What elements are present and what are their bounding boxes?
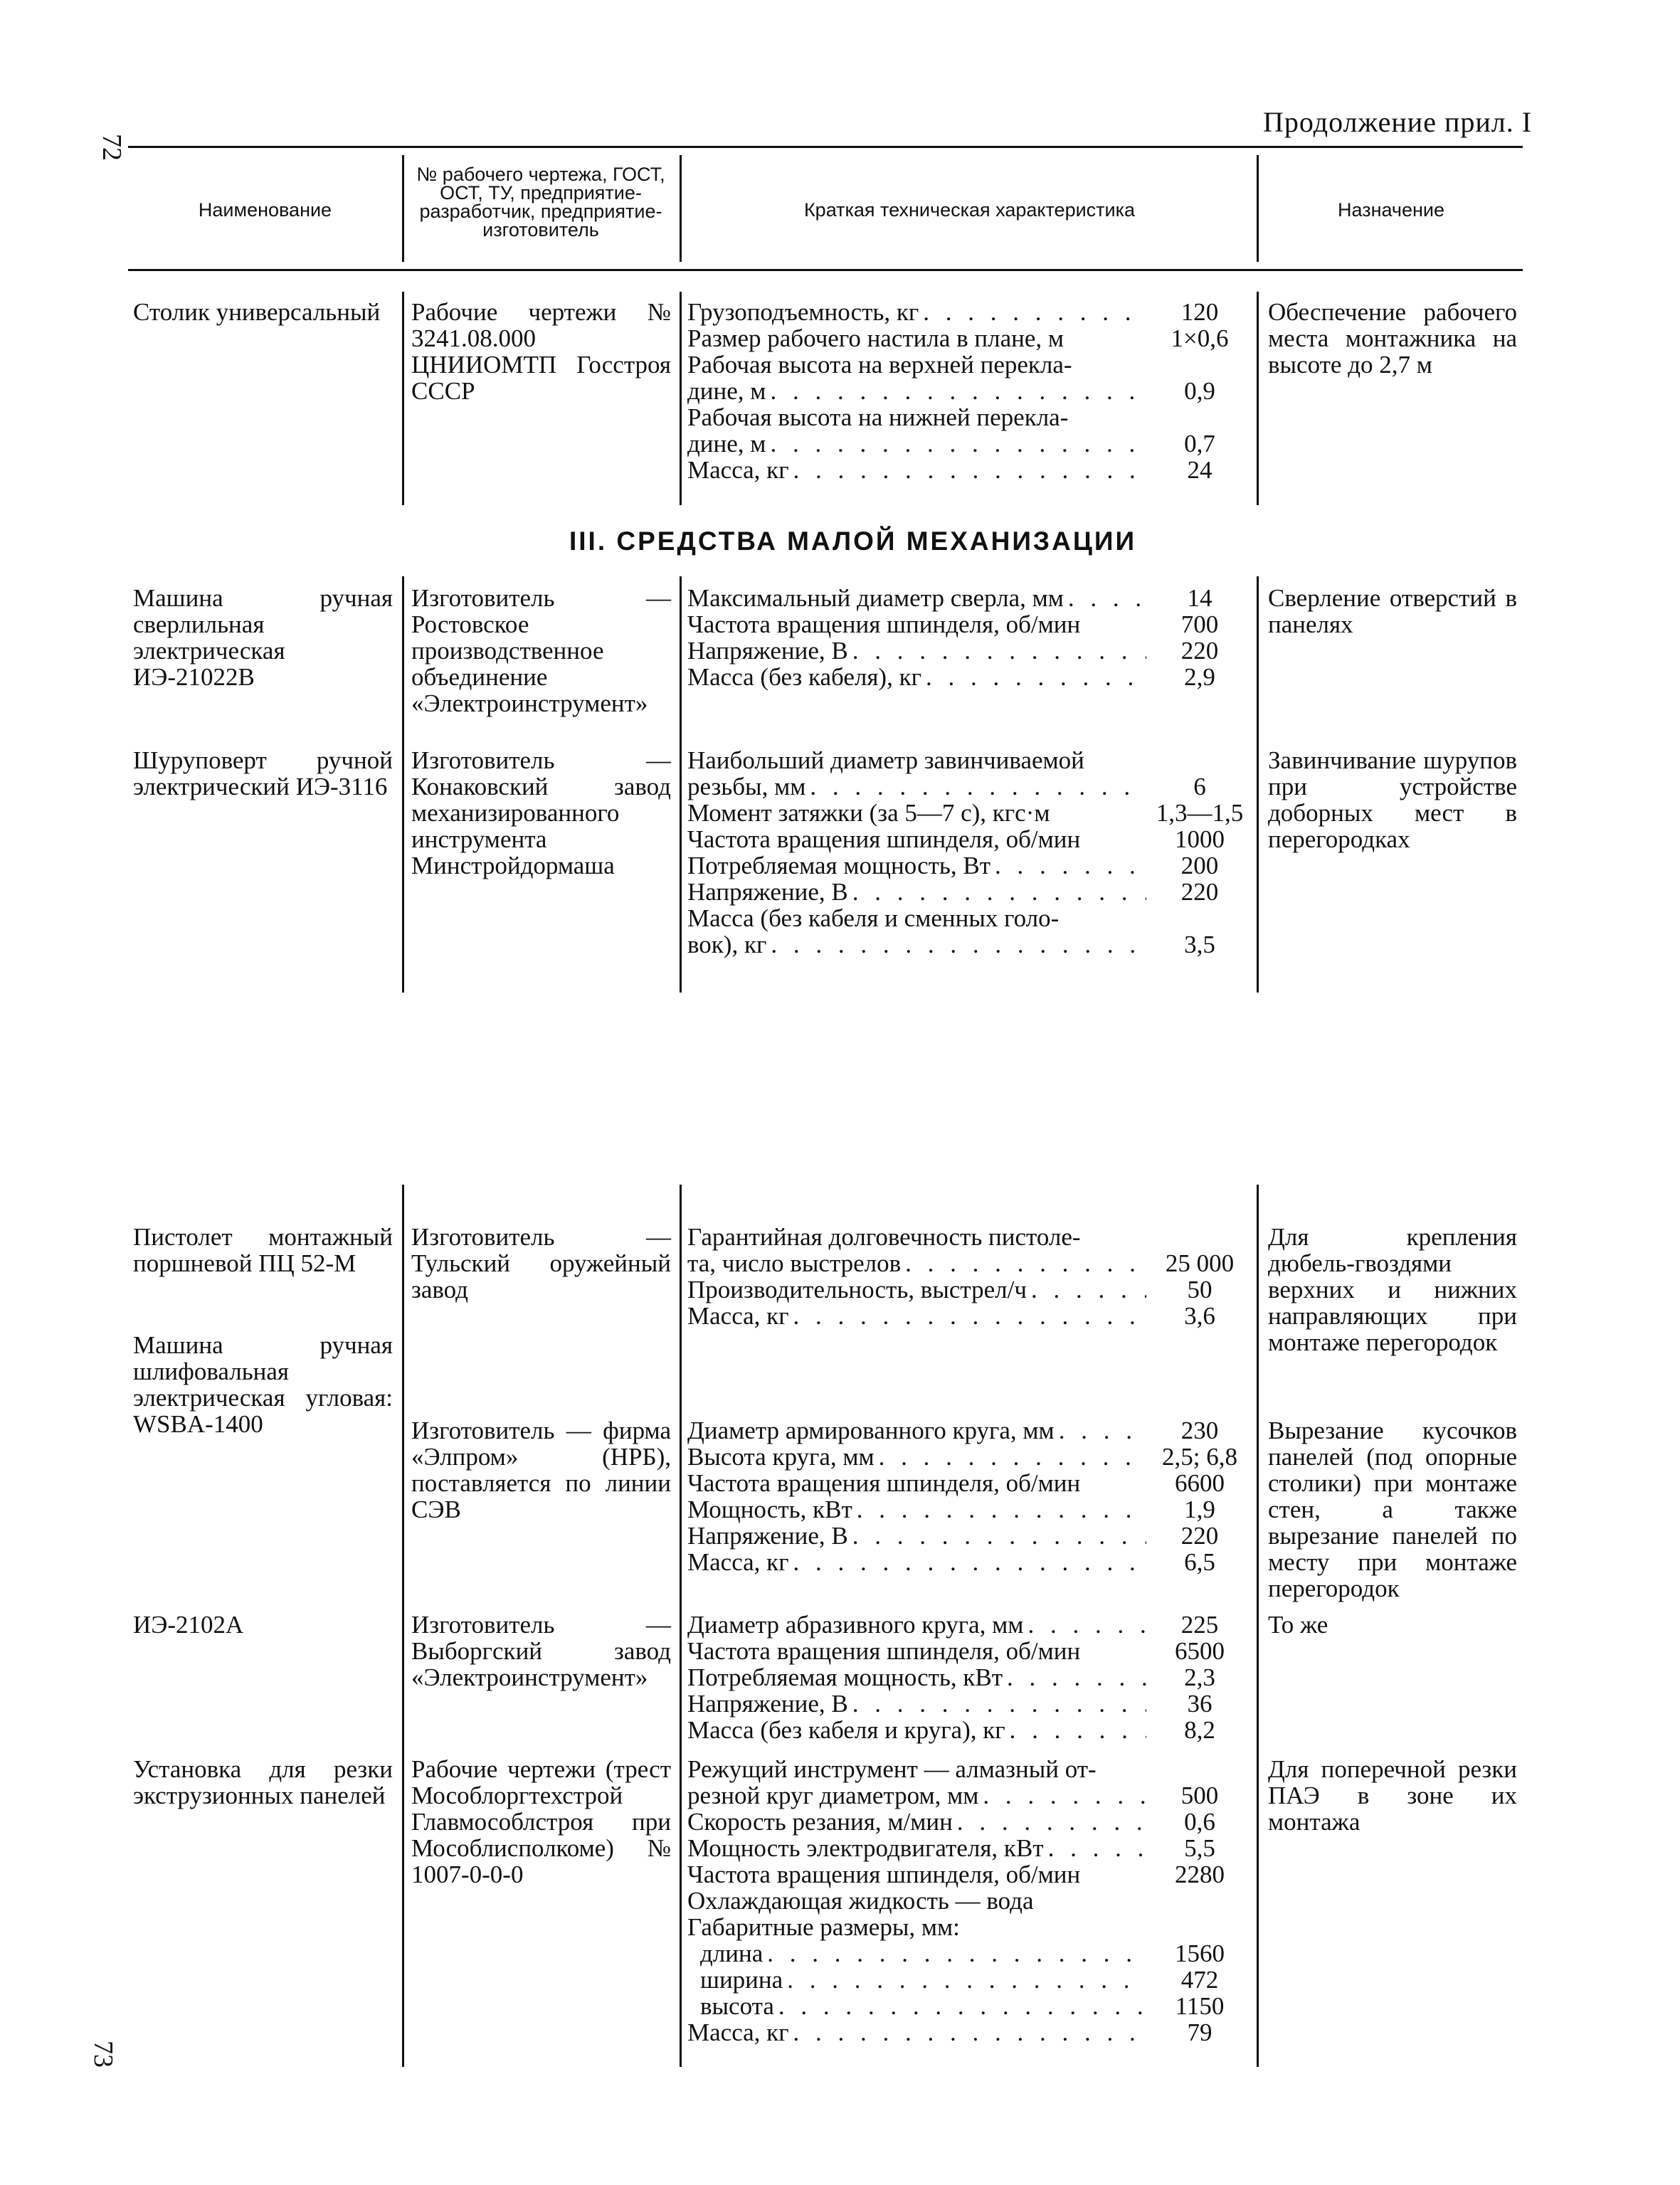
spec-label: длина bbox=[700, 1940, 764, 1967]
header-col-spec: Краткая техническая характеристика bbox=[803, 199, 1136, 221]
spec-row bbox=[687, 1691, 1253, 1717]
spec-value: 220 bbox=[1180, 637, 1219, 665]
body-divider bbox=[680, 1185, 682, 2067]
spec-row bbox=[687, 1549, 1253, 1575]
spec-value: 0,9 bbox=[1184, 377, 1215, 405]
spec-row bbox=[687, 1809, 1253, 1835]
spec-row bbox=[687, 1523, 1253, 1549]
spec-row bbox=[687, 1417, 1253, 1444]
spec-row bbox=[687, 905, 1253, 931]
spec-row bbox=[687, 430, 1253, 457]
item-document: Изготовитель — Тульский оружейный завод bbox=[411, 1223, 671, 1303]
body-divider bbox=[680, 292, 682, 505]
spec-value: 230 bbox=[1180, 1417, 1219, 1444]
spec-row bbox=[687, 351, 1253, 378]
spec-row bbox=[687, 1717, 1253, 1743]
leader-dots bbox=[848, 1523, 1146, 1549]
spec-label: Диаметр армированного круга, мм bbox=[687, 1417, 1055, 1444]
spec-label: Размер рабочего настила в плане, м bbox=[687, 324, 1064, 352]
spec-row bbox=[687, 637, 1253, 664]
spec-label: Напряжение, В bbox=[687, 878, 848, 906]
leader-dots bbox=[1055, 1417, 1146, 1444]
spec-row bbox=[687, 325, 1253, 351]
body-divider bbox=[402, 1185, 404, 2067]
header-divider-1 bbox=[402, 155, 404, 262]
header-rule bbox=[128, 269, 1523, 271]
spec-label: Напряжение, В bbox=[687, 1690, 848, 1718]
spec-row bbox=[687, 747, 1253, 773]
item-document: Изготовитель — фирма «Элпром» (НРБ), поставляется по линии СЭВ bbox=[411, 1417, 671, 1523]
body-divider bbox=[402, 576, 404, 993]
leader-dots bbox=[852, 1496, 1146, 1523]
spec-row bbox=[687, 1250, 1253, 1276]
spec-value: 225 bbox=[1180, 1611, 1219, 1639]
item-document: Изготовитель — Конаковский завод механизированного инструмента Минстройдормаша bbox=[411, 746, 671, 879]
spec-row bbox=[687, 664, 1253, 690]
item-purpose: Завинчивание шурупов при устройстве доборных мест в перегородках bbox=[1268, 746, 1517, 853]
spec-value: 3,6 bbox=[1184, 1302, 1215, 1330]
item-specs bbox=[687, 747, 1253, 958]
spec-value: 0,7 bbox=[1184, 430, 1215, 457]
spec-value: 120 bbox=[1180, 298, 1219, 326]
spec-label: Максимальный диаметр сверла, мм bbox=[687, 584, 1064, 612]
spec-label: Режущий инструмент — алмазный от- bbox=[687, 1755, 1097, 1783]
spec-value: 2,5; 6,8 bbox=[1162, 1443, 1237, 1471]
spec-value: 6,5 bbox=[1184, 1548, 1215, 1576]
item-purpose: Для поперечной резки ПАЭ в зоне их монтажа bbox=[1268, 1755, 1517, 1836]
spec-value: 50 bbox=[1187, 1276, 1213, 1303]
item-specs bbox=[687, 1612, 1253, 1743]
leader-dots bbox=[1003, 1664, 1146, 1691]
spec-value: 1,9 bbox=[1184, 1496, 1215, 1523]
spec-row bbox=[687, 299, 1253, 325]
leader-dots bbox=[875, 1444, 1146, 1470]
spec-row bbox=[687, 378, 1253, 404]
spec-row bbox=[687, 404, 1253, 430]
leader-dots bbox=[1005, 1717, 1146, 1743]
spec-value: 6 bbox=[1193, 773, 1206, 800]
header-col-doc: № рабочего чертежа, ГОСТ, ОСТ, ТУ, предприятие-разработчик, предприятие-изготовитель bbox=[416, 164, 665, 240]
spec-row bbox=[687, 1888, 1253, 1914]
spec-row bbox=[687, 1664, 1253, 1691]
spec-row bbox=[687, 826, 1253, 852]
spec-label: Масса (без кабеля), кг bbox=[687, 663, 921, 691]
spec-label: Рабочая высота на верхней перекла- bbox=[687, 351, 1072, 379]
spec-row bbox=[687, 1444, 1253, 1470]
item-name: Машина ручная шлифовальная электрическая угловая: WSBA-1400 bbox=[133, 1331, 393, 1438]
header-col-name: Наименование bbox=[198, 199, 332, 221]
header-col-purpose: Назначение bbox=[1337, 199, 1445, 221]
leader-dots bbox=[805, 773, 1146, 800]
spec-row bbox=[687, 1303, 1253, 1329]
item-name: ИЭ-2102А bbox=[133, 1611, 244, 1639]
item-name: Установка для резки экструзионных панелей bbox=[133, 1755, 393, 1809]
spec-label: Масса, кг bbox=[687, 1302, 789, 1330]
spec-label: Потребляемая мощность, Вт bbox=[687, 852, 991, 879]
spec-label: Гарантийная долговечность пистоле- bbox=[687, 1223, 1081, 1251]
item-purpose: Сверление отверстий в панелях bbox=[1268, 584, 1517, 638]
continuation-label: Продолжение прил. I bbox=[1263, 106, 1533, 138]
spec-value: 2280 bbox=[1175, 1861, 1225, 1888]
spec-label: высота bbox=[700, 1992, 774, 2020]
spec-label: Частота вращения шпинделя, об/мин bbox=[687, 610, 1081, 638]
header-divider-2 bbox=[680, 155, 682, 262]
leader-dots bbox=[921, 664, 1146, 690]
leader-dots bbox=[789, 2019, 1146, 2046]
body-divider bbox=[680, 576, 682, 993]
spec-label: резной круг диаметром, мм bbox=[687, 1782, 979, 1809]
spec-value: 6500 bbox=[1175, 1637, 1225, 1665]
spec-value: 14 bbox=[1187, 584, 1213, 612]
leader-dots bbox=[1064, 585, 1146, 611]
spec-label: дине, м bbox=[687, 430, 766, 457]
spec-row bbox=[687, 800, 1253, 826]
leader-dots bbox=[901, 1250, 1146, 1276]
top-rule bbox=[128, 146, 1523, 148]
leader-dots bbox=[766, 931, 1146, 958]
spec-row bbox=[687, 931, 1253, 958]
item-specs bbox=[687, 1224, 1253, 1329]
spec-label: Потребляемая мощность, кВт bbox=[687, 1663, 1003, 1691]
spec-label: Мощность, кВт bbox=[687, 1496, 852, 1523]
spec-label: Масса (без кабеля и сменных голо- bbox=[687, 904, 1060, 932]
spec-value: 2,9 bbox=[1184, 663, 1215, 691]
leader-dots bbox=[766, 430, 1146, 457]
leader-dots bbox=[789, 1303, 1146, 1329]
spec-label: Частота вращения шпинделя, об/мин bbox=[687, 1469, 1081, 1497]
spec-row bbox=[687, 1835, 1253, 1861]
spec-row bbox=[687, 1940, 1253, 1967]
spec-value: 200 bbox=[1180, 852, 1219, 879]
spec-value: 79 bbox=[1187, 2019, 1213, 2046]
spec-row bbox=[687, 1638, 1253, 1664]
body-divider bbox=[1257, 292, 1259, 505]
body-divider bbox=[1257, 576, 1259, 993]
spec-row bbox=[687, 1861, 1253, 1888]
spec-value: 220 bbox=[1180, 878, 1219, 906]
spec-label: Скорость резания, м/мин bbox=[687, 1808, 953, 1836]
leader-dots bbox=[848, 637, 1146, 664]
item-name: Столик универсальный bbox=[133, 298, 381, 326]
spec-value: 220 bbox=[1180, 1522, 1219, 1550]
spec-label: та, число выстрелов bbox=[687, 1249, 902, 1277]
leader-dots bbox=[789, 1549, 1146, 1575]
leader-dots bbox=[1044, 1835, 1146, 1861]
leader-dots bbox=[774, 1993, 1146, 2019]
spec-row bbox=[687, 1224, 1253, 1250]
item-document: Рабочие чертежи (трест Мособлоргтехстрой Главмособлстроя при Мособлисполкоме) № 1007-0-0-0 bbox=[411, 1755, 671, 1888]
spec-label: Мощность электродвигателя, кВт bbox=[687, 1834, 1044, 1862]
leader-dots bbox=[766, 378, 1146, 404]
spec-label: дине, м bbox=[687, 377, 766, 405]
spec-row bbox=[687, 1993, 1253, 2019]
item-purpose: Вырезание кусочков панелей (под опорные столики) при монтаже стен, а также вырезание панелей по месту при монтаже перегородок bbox=[1268, 1417, 1517, 1602]
header-divider-3 bbox=[1257, 155, 1259, 262]
spec-label: Рабочая высота на нижней перекла- bbox=[687, 403, 1069, 431]
spec-row bbox=[687, 457, 1253, 483]
spec-value: 8,2 bbox=[1184, 1716, 1215, 1744]
item-specs bbox=[687, 585, 1253, 690]
item-purpose: Для крепления дюбель-гвоздями верхних и нижних направляющих при монтаже перегородок bbox=[1268, 1223, 1517, 1356]
spec-row bbox=[687, 1782, 1253, 1809]
spec-label: Высота круга, мм bbox=[687, 1443, 875, 1471]
item-document: Рабочие чертежи № 3241.08.000 ЦНИИОМТП Госстроя СССР bbox=[411, 298, 671, 405]
spec-row bbox=[687, 585, 1253, 611]
spec-row bbox=[687, 1967, 1253, 1993]
leader-dots bbox=[1023, 1612, 1146, 1638]
item-purpose: Обеспечение рабочего места монтажника на высоте до 2,7 м bbox=[1268, 298, 1517, 379]
spec-value: 5,5 bbox=[1184, 1834, 1215, 1862]
spec-value: 472 bbox=[1180, 1966, 1219, 1994]
spec-label: Охлаждающая жидкость — вода bbox=[687, 1887, 1034, 1915]
spec-label: Момент затяжки (за 5—7 с), кгс·м bbox=[687, 799, 1050, 827]
body-divider bbox=[402, 292, 404, 505]
leader-dots bbox=[978, 1782, 1146, 1809]
spec-row bbox=[687, 879, 1253, 905]
item-specs bbox=[687, 1756, 1253, 2046]
spec-label: Напряжение, В bbox=[687, 637, 848, 665]
spec-row bbox=[687, 1612, 1253, 1638]
spec-label: Напряжение, В bbox=[687, 1522, 848, 1550]
spec-row bbox=[687, 1756, 1253, 1782]
item-document: Изготовитель — Ростовское производственное объединение «Электроинструмент» bbox=[411, 584, 671, 717]
item-document: Изготовитель — Выборгский завод «Электроинструмент» bbox=[411, 1611, 671, 1691]
item-specs bbox=[687, 299, 1253, 483]
spec-row bbox=[687, 611, 1253, 637]
spec-label: резьбы, мм bbox=[687, 773, 806, 800]
spec-value: 0,6 bbox=[1184, 1808, 1215, 1836]
leader-dots bbox=[919, 299, 1146, 325]
spec-value: 1150 bbox=[1175, 1992, 1225, 2020]
spec-label: Производительность, выстрел/ч bbox=[687, 1276, 1027, 1303]
page-number-top: 72 bbox=[97, 134, 127, 161]
spec-row bbox=[687, 1914, 1253, 1940]
leader-dots bbox=[783, 1967, 1146, 1993]
spec-row bbox=[687, 852, 1253, 879]
spec-value: 1×0,6 bbox=[1171, 324, 1229, 352]
item-name: Машина ручная сверлильная электрическая ИЭ-21022В bbox=[133, 584, 393, 691]
spec-value: 1,3—1,5 bbox=[1156, 799, 1244, 827]
page-number-bottom: 73 bbox=[88, 2041, 118, 2068]
spec-value: 6600 bbox=[1175, 1469, 1225, 1497]
item-name: Пистолет монтажный поршневой ПЦ 52-М bbox=[133, 1223, 393, 1277]
body-divider bbox=[1257, 1185, 1259, 2067]
spec-row bbox=[687, 1470, 1253, 1496]
leader-dots bbox=[953, 1809, 1146, 1835]
spec-label: Масса, кг bbox=[687, 2019, 789, 2046]
spec-value: 1000 bbox=[1175, 825, 1225, 853]
spec-label: ширина bbox=[700, 1966, 783, 1994]
spec-value: 36 bbox=[1187, 1690, 1213, 1718]
spec-row bbox=[687, 2019, 1253, 2046]
item-specs bbox=[687, 1417, 1253, 1575]
item-purpose: То же bbox=[1268, 1611, 1328, 1639]
leader-dots bbox=[848, 879, 1146, 905]
spec-value: 1560 bbox=[1175, 1940, 1225, 1967]
spec-row bbox=[687, 1276, 1253, 1303]
spec-value: 24 bbox=[1187, 456, 1213, 484]
spec-value: 25 000 bbox=[1165, 1249, 1235, 1277]
spec-label: Диаметр абразивного круга, мм bbox=[687, 1611, 1024, 1639]
spec-label: Наибольший диаметр завинчиваемой bbox=[687, 746, 1084, 774]
spec-label: Масса, кг bbox=[687, 1548, 789, 1576]
leader-dots bbox=[990, 852, 1146, 879]
leader-dots bbox=[763, 1940, 1146, 1967]
spec-label: Частота вращения шпинделя, об/мин bbox=[687, 825, 1081, 853]
spec-value: 500 bbox=[1180, 1782, 1219, 1809]
section-title: III. СРЕДСТВА МАЛОЙ МЕХАНИЗАЦИИ bbox=[569, 527, 1137, 556]
spec-label: Габаритные размеры, мм: bbox=[687, 1913, 960, 1941]
spec-value: 700 bbox=[1180, 610, 1219, 638]
spec-label: Масса, кг bbox=[687, 456, 789, 484]
spec-label: Частота вращения шпинделя, об/мин bbox=[687, 1637, 1081, 1665]
leader-dots bbox=[789, 457, 1146, 483]
spec-row bbox=[687, 773, 1253, 800]
spec-label: Масса (без кабеля и круга), кг bbox=[687, 1716, 1005, 1744]
leader-dots bbox=[848, 1691, 1146, 1717]
item-name: Шуруповерт ручной электрический ИЭ-3116 bbox=[133, 746, 393, 800]
spec-row bbox=[687, 1496, 1253, 1523]
spec-label: вок), кг bbox=[687, 931, 767, 958]
leader-dots bbox=[1027, 1276, 1146, 1303]
spec-value: 3,5 bbox=[1184, 931, 1215, 958]
spec-label: Частота вращения шпинделя, об/мин bbox=[687, 1861, 1081, 1888]
spec-label: Грузоподъемность, кг bbox=[687, 298, 919, 326]
spec-value: 2,3 bbox=[1184, 1663, 1215, 1691]
